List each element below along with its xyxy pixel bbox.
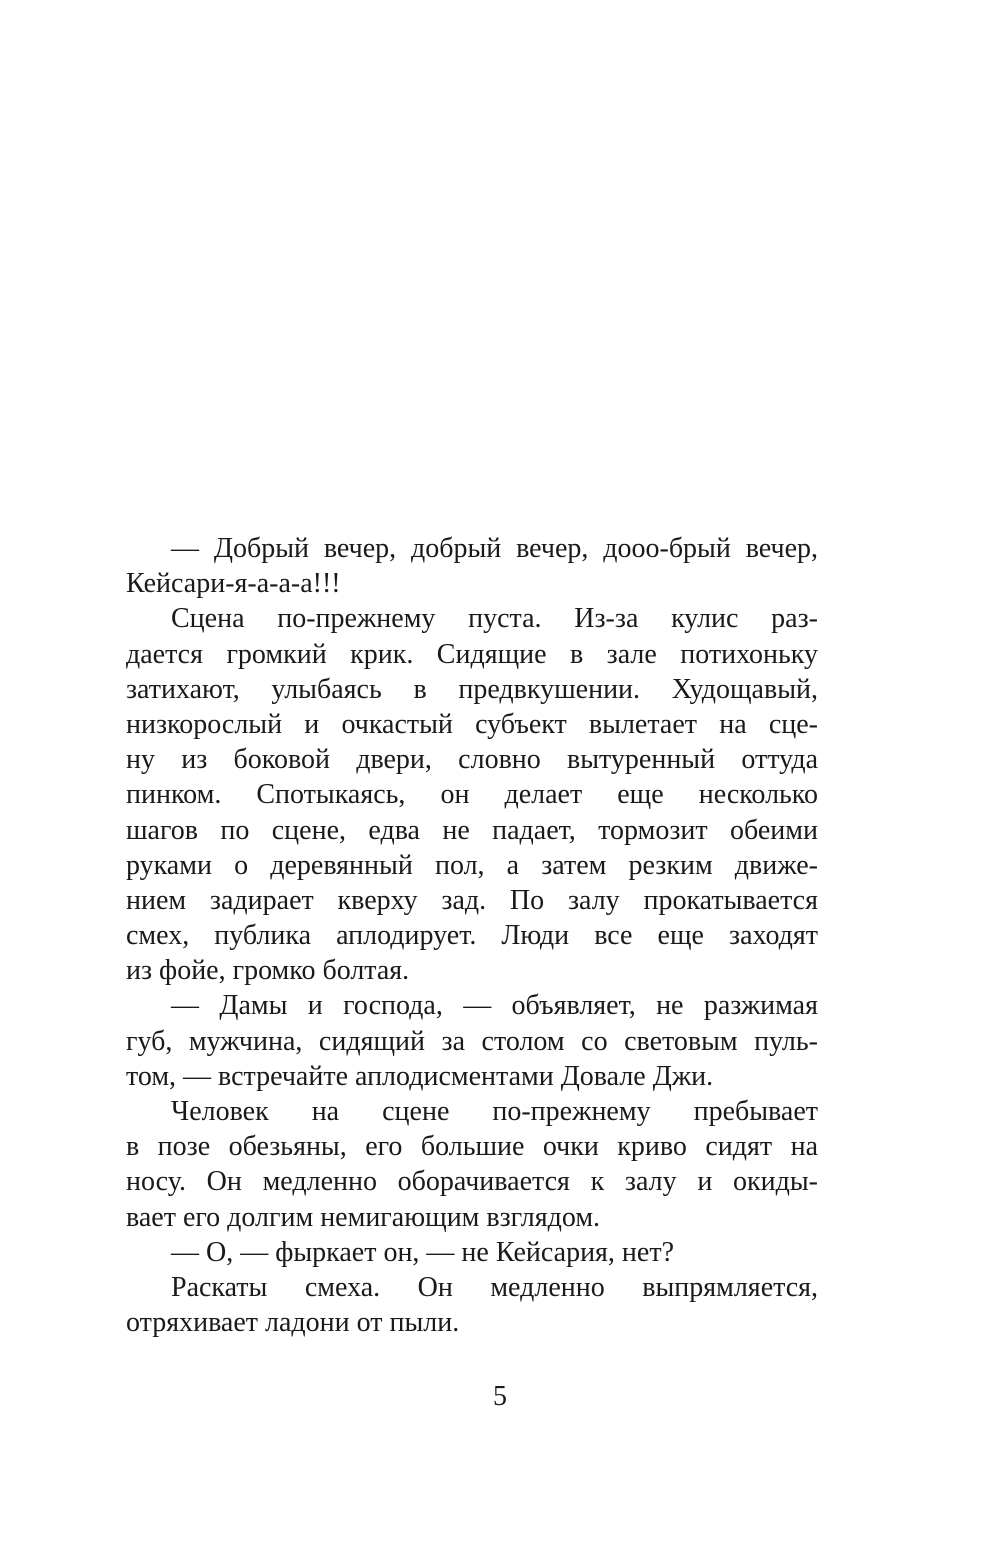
text-line: шагов по сцене, едва не падает, тормозит обеими xyxy=(126,814,818,846)
text-line: дается громкий крик. Сидящие в зале потихоньку xyxy=(126,638,818,670)
paragraph-announcement xyxy=(126,988,818,1094)
text-line: ну из боковой двери, словно вытуренный оттуда xyxy=(126,744,818,776)
paragraph-monkey-pose xyxy=(126,1094,818,1235)
text-line: смех, публика аплодирует. Люди все еще заходят xyxy=(126,920,818,952)
text-line: носу. Он медленно оборачивается к залу и окиды- xyxy=(126,1166,818,1198)
text-line: Сцена по-прежнему пуста. Из-за кулис раз- xyxy=(171,603,818,635)
text-line: Раскаты смеха. Он медленно выпрямляется, xyxy=(171,1271,818,1303)
paragraph-laughter xyxy=(126,1270,818,1340)
text-line: Кейсари-я-а-а-а!!! xyxy=(126,568,341,600)
paragraph-stage xyxy=(126,601,818,988)
text-line: вает его долгим немигающим взглядом. xyxy=(126,1201,601,1233)
text-line: губ, мужчина, сидящий за столом со световым пуль- xyxy=(126,1025,818,1057)
text-line: нием задирает кверху зад. По залу прокатывается xyxy=(126,884,818,916)
text-line: пинком. Спотыкаясь, он делает еще несколько xyxy=(126,779,818,811)
body-text xyxy=(126,531,818,1340)
paragraph-greeting xyxy=(126,531,818,601)
paragraph-dialogue xyxy=(126,1235,818,1270)
page-number: 5 xyxy=(493,1381,507,1412)
text-line: из фойе, громко болтая. xyxy=(126,955,410,987)
text-line: отряхивает ладони от пыли. xyxy=(126,1307,460,1339)
text-line: — Добрый вечер, добрый вечер, дооо-брый вечер, xyxy=(171,533,818,564)
text-line: том, — встречайте аплодисментами Довале Джи. xyxy=(126,1060,714,1092)
text-line: — Дамы и господа, — объявляет, не разжимая xyxy=(171,990,818,1022)
text-line: низкорослый и очкастый субъект вылетает на сце- xyxy=(126,708,818,740)
text-line: — О, — фыркает он, — не Кейсария, нет? xyxy=(171,1236,675,1268)
text-line: затихают, улыбаясь в предвкушении. Худощавый, xyxy=(126,673,818,705)
text-line: в позе обезьяны, его большие очки криво сидят на xyxy=(126,1131,818,1163)
text-line: Человек на сцене по-прежнему пребывает xyxy=(171,1096,818,1127)
text-line: руками о деревянный пол, а затем резким движе- xyxy=(126,849,818,881)
